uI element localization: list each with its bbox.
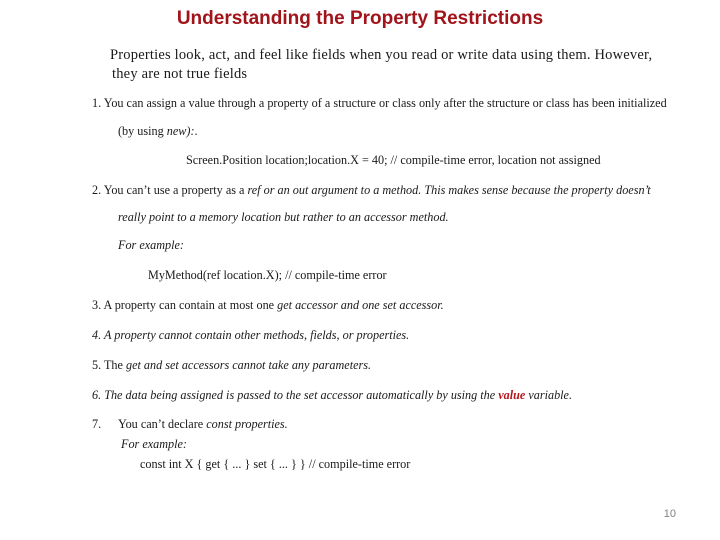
item-6 [92,388,572,403]
item-2-line-2: really point to a memory location but rather to an accessor method. [118,210,449,224]
keyword-set: set [165,358,179,372]
item-2-line-1 [92,183,651,198]
item-5 [92,358,371,373]
item-3 [92,298,444,313]
keyword-value: value [498,388,526,402]
item-1-line-2 [118,124,198,139]
item-6-text-a: 6. The data being assigned is passed to the [92,388,304,402]
slide-title: Understanding the Property Restrictions [176,8,544,29]
intro-line-1: Properties look, act, and feel like fields when you read or write data using them. However, [110,47,653,63]
item-2-text-e: argument to a method. This makes sense because the property doesn’t [308,183,651,197]
item-5-text-e: accessors cannot take any parameters. [178,358,372,372]
item-7-number: 7. [92,417,102,431]
keyword-set: set [303,388,318,402]
item-1-text: (by using [118,124,167,138]
keyword-out: out [292,183,309,197]
item-7-code: const int X { get { ... } set { ... } } // compile-time error [140,457,411,471]
item-6-text-c: accessor automatically by using the [317,388,499,402]
item-1-line-1: 1. You can assign a value through a property of a structure or class only after the structure or class has been initialized [92,96,667,110]
item-5-text-a: 5. The [92,358,126,372]
item-5-text-c: and [140,358,166,372]
item-7 [118,417,288,432]
item-7-text-a: You can’t declare [118,417,207,431]
item-2-text-a: 2. You can’t use a property as a [92,183,248,197]
item-7-text-c: properties. [231,417,288,431]
item-2-example-label: For example: [118,238,184,252]
keyword-new: new): [166,124,195,138]
item-1-punct: . [194,124,198,138]
keyword-set: set [382,298,397,312]
item-2-code: MyMethod(ref location.X); // compile-time error [148,268,387,282]
keyword-get: get [277,298,293,312]
item-7-example-label: For example: [121,437,187,451]
item-2-text-c: or an [260,183,293,197]
item-3-text-c: accessor and one [292,298,383,312]
keyword-const: const [206,417,232,431]
keyword-ref: ref [247,183,261,197]
keyword-get: get [125,358,141,372]
item-1-code: Screen.Position location;location.X = 40; // compile-time error, location not assigned [186,153,601,167]
item-3-text-e: accessor. [396,298,444,312]
page-number: 10 [663,508,676,520]
item-4: 4. A property cannot contain other methods, fields, or properties. [92,328,410,342]
item-3-text-a: 3. A property can contain at most one [92,298,278,312]
item-6-text-d: variable. [525,388,573,402]
intro-line-2: they are not true fields [112,66,248,82]
